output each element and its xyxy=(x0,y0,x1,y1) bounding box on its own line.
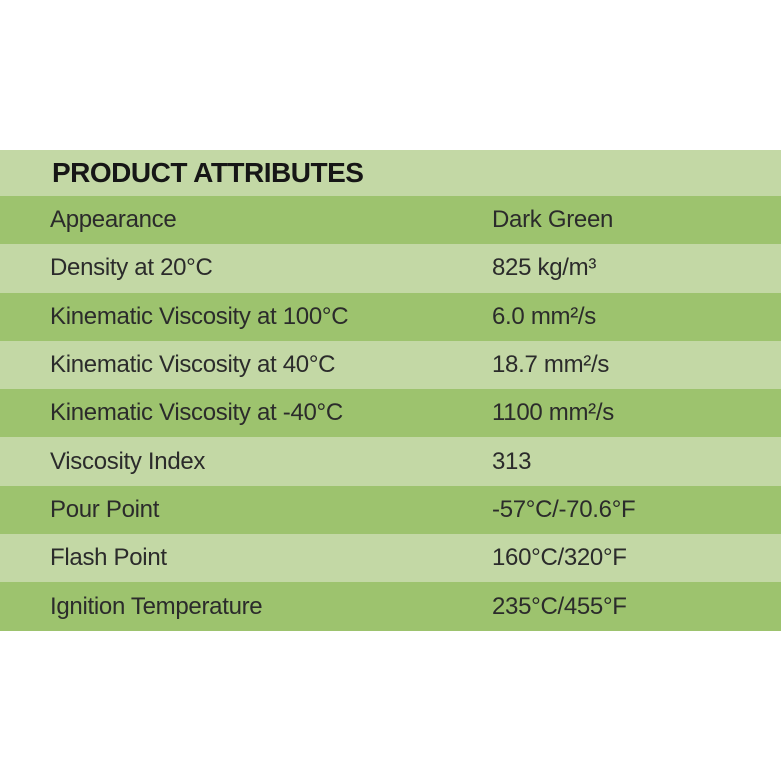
table-row xyxy=(0,244,781,292)
table-row xyxy=(0,486,781,534)
attribute-label: Kinematic Viscosity at 100°C xyxy=(50,302,349,330)
attribute-value: 18.7 mm²/s xyxy=(492,351,610,379)
product-attributes-table xyxy=(0,150,781,631)
table-row xyxy=(0,534,781,582)
attribute-value: 825 kg/m³ xyxy=(492,254,597,282)
table-row xyxy=(0,341,781,389)
attribute-label: Appearance xyxy=(50,206,177,234)
table-title: PRODUCT ATTRIBUTES xyxy=(0,150,781,196)
attribute-value: 1100 mm²/s xyxy=(492,399,614,427)
attribute-label: Kinematic Viscosity at -40°C xyxy=(50,399,343,427)
attribute-value: 6.0 mm²/s xyxy=(492,302,596,330)
attribute-label: Kinematic Viscosity at 40°C xyxy=(50,351,336,379)
table-row xyxy=(0,293,781,341)
attribute-value: 160°C/320°F xyxy=(492,544,627,572)
attribute-label: Viscosity Index xyxy=(50,447,206,475)
attribute-value: Dark Green xyxy=(492,206,614,234)
table-row xyxy=(0,437,781,485)
attribute-value: -57°C/-70.6°F xyxy=(492,495,636,523)
attribute-value: 235°C/455°F xyxy=(492,592,627,620)
table-rows xyxy=(0,196,781,631)
table-row xyxy=(0,389,781,437)
attribute-label: Pour Point xyxy=(50,495,160,523)
table-row xyxy=(0,582,781,630)
attribute-value: 313 xyxy=(492,447,532,475)
attribute-label: Flash Point xyxy=(50,544,167,572)
attribute-label: Ignition Temperature xyxy=(50,592,263,620)
attribute-label: Density at 20°C xyxy=(50,254,213,282)
table-row xyxy=(0,196,781,244)
